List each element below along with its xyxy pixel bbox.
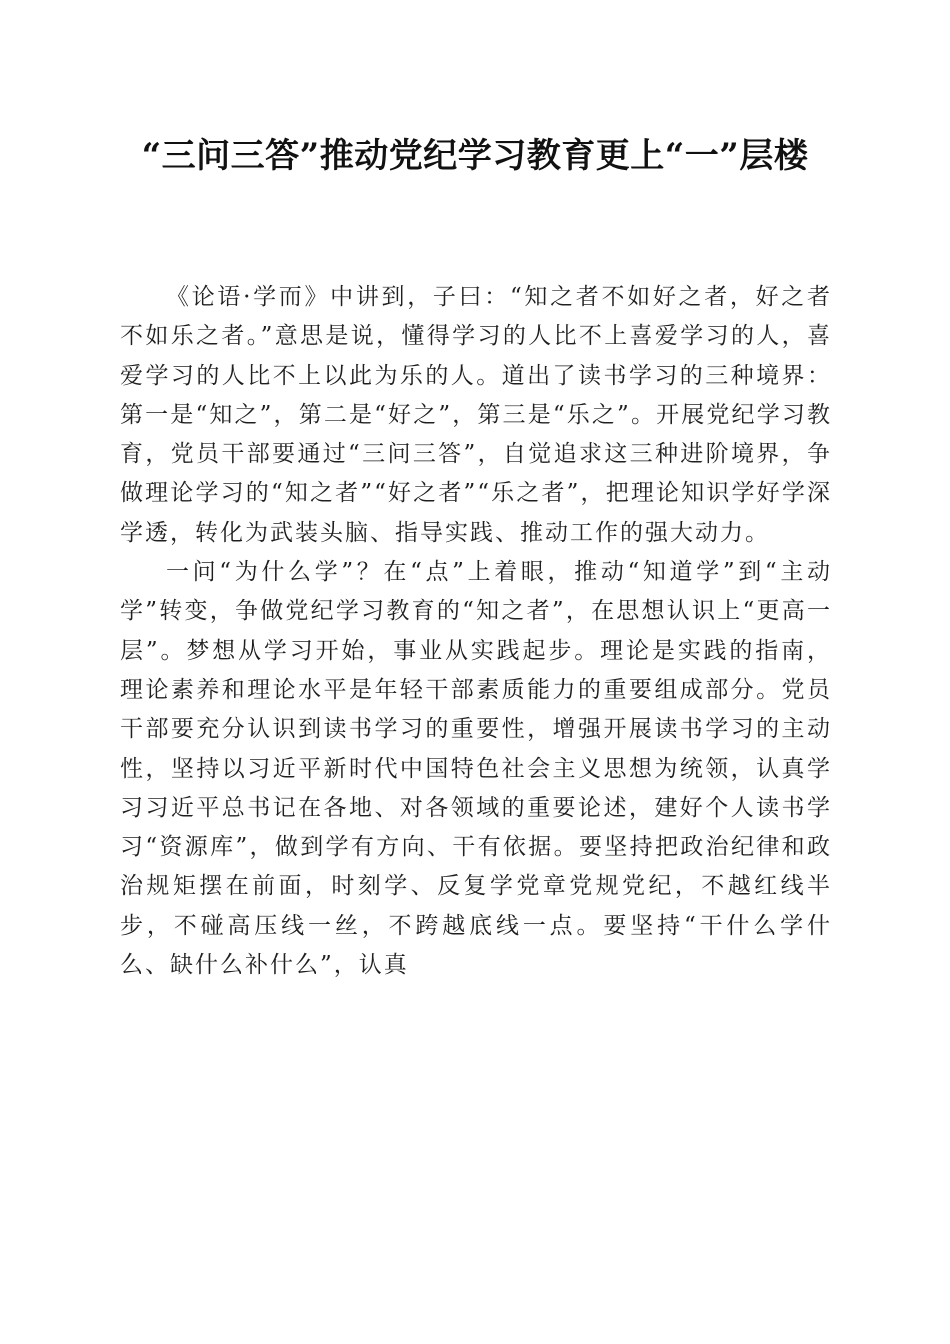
paragraph-intro: 《论语·学而》中讲到，子曰：“知之者不如好之者，好之者不如乐之者。”意思是说，懂得学习的人比不上喜爱学习的人，喜爱学习的人比不上以此为乐的人。道出了读书学习的三种境界：第一是“知之”，第二是“好之”，第三是“乐之”。开展党纪学习教育，党员干部要通过“三问三答”，自觉追求这三种进阶境界，争做理论学习的“知之者”“好之者”“乐之者”，把理论知识学好学深学透，转化为武装头脑、指导实践、推动工作的强大动力。 <box>120 284 832 546</box>
document-title: “三问三答”推动党纪学习教育更上“一”层楼 <box>141 136 809 176</box>
document-body <box>120 278 832 985</box>
paragraph-question-one: 一问“为什么学”？在“点”上着眼，推动“知道学”到“主动学”转变，争做党纪学习教育的“知之者”，在思想认识上“更高一层”。梦想从学习开始，事业从实践起步。理论是实践的指南，理论素养和理论水平是年轻干部素质能力的重要组成部分。党员干部要充分认识到读书学习的重要性，增强开展读书学习的主动性，坚持以习近平新时代中国特色社会主义思想为统领，认真学习习近平总书记在各地、对各领域的重要论述，建好个人读书学习“资源库”，做到学有方向、干有依据。要坚持把政治纪律和政治规矩摆在前面，时刻学、反复学党章党规党纪，不越红线半步，不碰高压线一丝，不跨越底线一点。要坚持“干什么学什么、缺什么补什么”，认真 <box>120 559 832 979</box>
